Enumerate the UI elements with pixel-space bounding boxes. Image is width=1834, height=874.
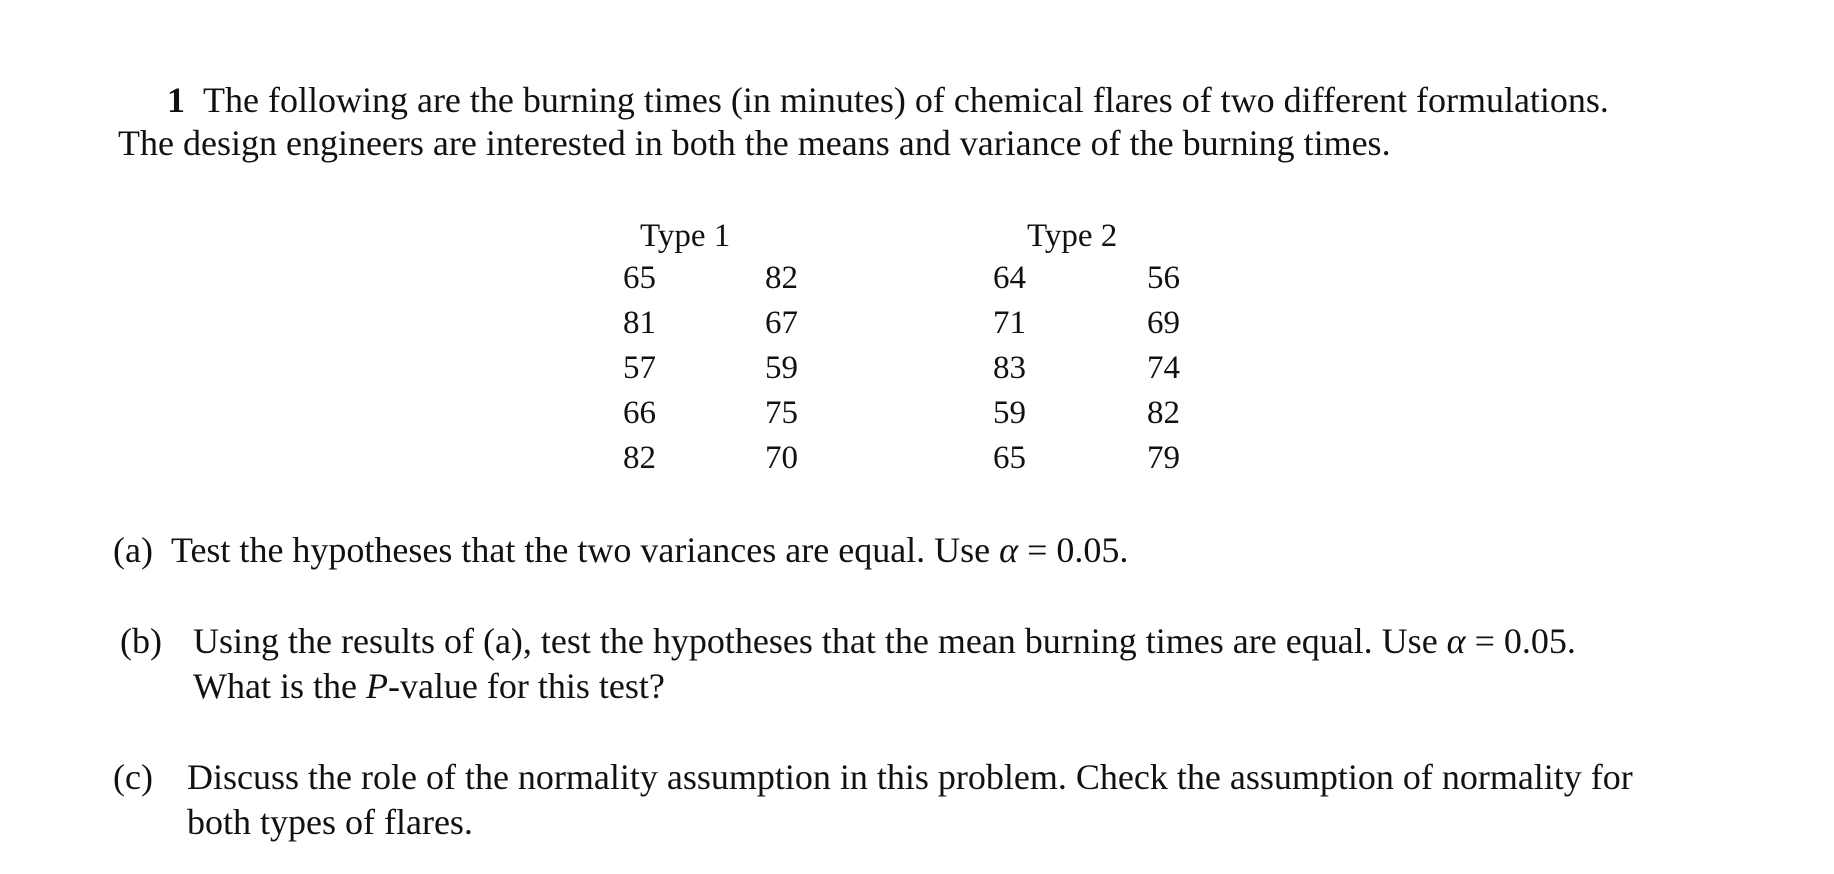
table-cell: 69 [1147,305,1180,341]
part-b-label: (b) [120,621,162,661]
part-b-line2-post: -value for this test? [387,666,665,706]
table-cell: 71 [993,305,1026,341]
problem-number: 1 [167,80,185,120]
table-cell: 59 [993,395,1026,431]
part-b-alpha-value: = 0.05. [1465,621,1576,661]
type1-col2 [765,256,798,481]
part-a-alpha-value: = 0.05. [1018,530,1129,570]
table-cell: 66 [623,395,656,431]
type2-col2 [1147,256,1180,481]
type1-col1 [623,256,656,481]
type2-header: Type 2 [1027,218,1118,254]
table-cell: 75 [765,395,798,431]
table-cell: 70 [765,440,798,476]
table-cell: 81 [623,305,656,341]
problem-intro-line2: The design engineers are interested in both the means and variance of the burning times. [118,123,1391,163]
table-cell: 79 [1147,440,1180,476]
part-b-text: Using the results of (a), test the hypotheses that the mean burning times are equal. Use [193,621,1447,661]
part-a-text: Test the hypotheses that the two variances are equal. Use [170,530,1000,570]
table-cell: 64 [993,260,1026,296]
type1-header: Type 1 [640,218,731,254]
part-b-line1 [193,619,1576,663]
part-a [113,528,1128,572]
problem-intro-text1: The following are the burning times (in minutes) of chemical flares of two different formulations. [203,80,1609,120]
table-cell: 57 [623,350,656,386]
table-cell: 65 [993,440,1026,476]
part-b-line2 [193,664,665,708]
table-cell: 65 [623,260,656,296]
part-a-label: (a) [113,530,153,570]
table-cell: 82 [1147,395,1180,431]
p-symbol: P [365,666,388,706]
table-cell: 59 [765,350,798,386]
part-c-line2: both types of flares. [187,802,473,842]
table-cell: 56 [1147,260,1180,296]
alpha-symbol: α [999,530,1019,570]
part-c-line1: Discuss the role of the normality assumption in this problem. Check the assumption of normality for [187,757,1633,797]
table-cell: 67 [765,305,798,341]
table-cell: 82 [765,260,798,296]
table-cell: 83 [993,350,1026,386]
table-cell: 74 [1147,350,1180,386]
part-b-line2-pre: What is the [193,666,366,706]
alpha-symbol: α [1446,621,1466,661]
problem-intro-line1 [167,78,1747,122]
part-c-label: (c) [113,757,153,797]
type2-col1 [993,256,1026,481]
table-cell: 82 [623,440,656,476]
